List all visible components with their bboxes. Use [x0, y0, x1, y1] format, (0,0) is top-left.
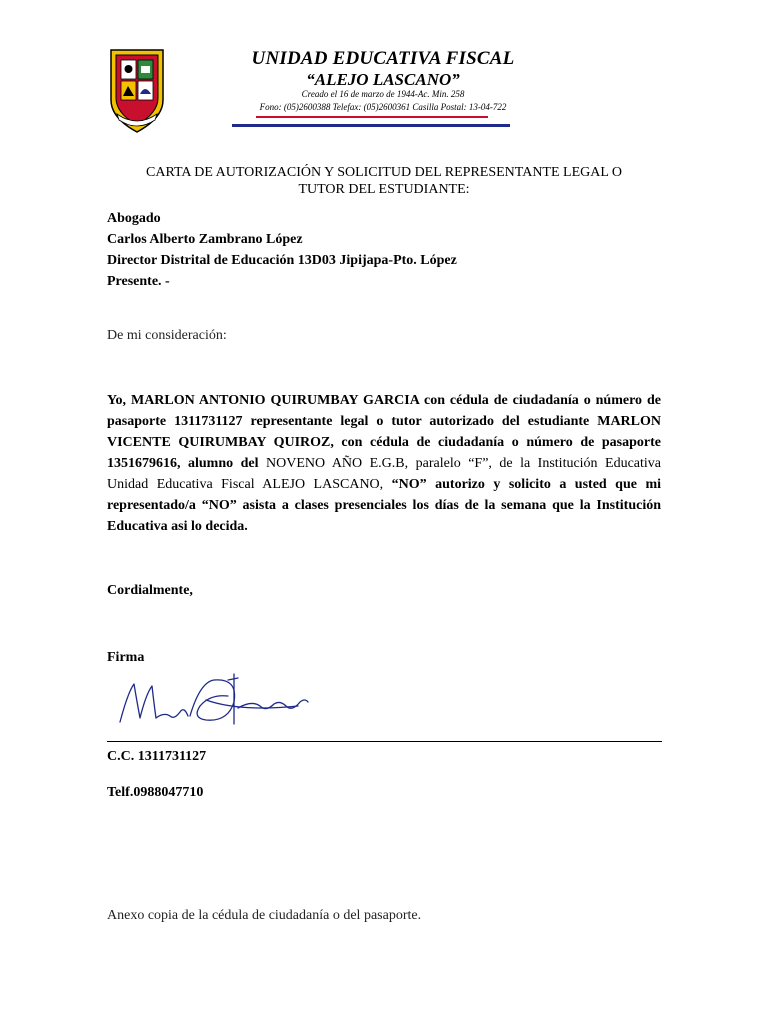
greeting: De mi consideración:	[107, 328, 227, 343]
title-line-1: CARTA DE AUTORIZACIÓN Y SOLICITUD DEL REPRESENTANTE LEGAL O	[146, 165, 622, 180]
school-crest-icon	[107, 46, 167, 136]
annex-note: Anexo copia de la cédula de ciudadanía o del pasaporte.	[107, 908, 422, 923]
header-rule-red	[256, 116, 488, 118]
id-number: C.C. 1311731127	[107, 749, 207, 764]
document-title	[107, 164, 661, 198]
body-part-2: NOVENO AÑO E.G.B, paralelo “F”, de la Institución Educativa Unidad Educativa Fiscal ALEJO LASCANO,	[107, 456, 662, 492]
phone-number: Telf.0988047710	[107, 785, 204, 800]
contact-info: Fono: (05)2600388 Telefax: (05)2600361 Casilla Postal: 13-04-722	[259, 102, 507, 112]
signature-label: Firma	[107, 650, 145, 665]
handwritten-signature-icon	[110, 672, 320, 734]
body-part-1: Yo, MARLON ANTONIO QUIRUMBAY GARCIA con cédula de ciudadanía o número de pasaporte 1311731127 representante legal o tutor autorizado del estudiante MARLON VICENTE QUIRUMBAY QUIROZ, con cédula de ciudadanía o número de pasaporte 1351679616, alumno del	[107, 393, 661, 471]
school-name: UNIDAD EDUCATIVA FISCAL	[251, 48, 515, 69]
letter-body	[107, 390, 661, 537]
signature-line	[107, 741, 662, 742]
school-subname: “ALEJO LASCANO”	[306, 70, 460, 89]
closing: Cordialmente,	[107, 583, 193, 598]
title-line-2: TUTOR DEL ESTUDIANTE:	[298, 182, 470, 197]
founded-note: Creado el 16 de marzo de 1944-Ac. Min. 258	[301, 89, 465, 99]
addressee-present: Presente. -	[107, 274, 170, 289]
addressee-title: Abogado	[107, 211, 161, 226]
header-rule-blue	[232, 124, 510, 127]
body-part-3: “NO” autorizo y solicito a usted que mi representado/a “NO” asista a clases presenciales los días de la semana que la Institución Educativa asi lo decida.	[107, 477, 662, 534]
addressee-position: Director Distrital de Educación 13D03 Jipijapa-Pto. López	[107, 253, 457, 268]
addressee-name: Carlos Alberto Zambrano López	[107, 232, 303, 247]
